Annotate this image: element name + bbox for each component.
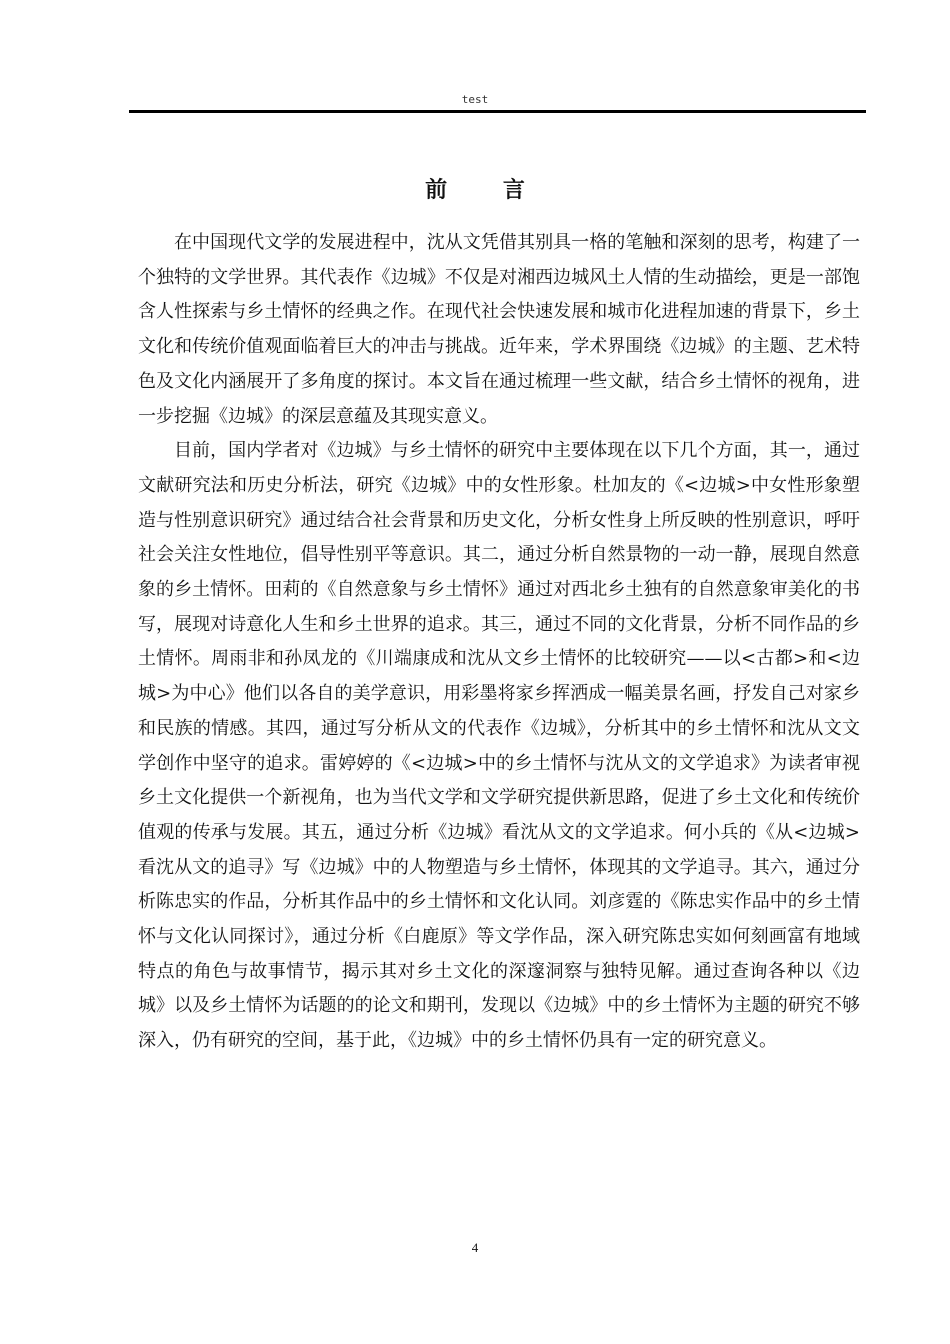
header-rule xyxy=(129,110,866,113)
page-number: 4 xyxy=(471,1240,479,1255)
paragraph-1: 在中国现代文学的发展进程中，沈从文凭借其别具一格的笔触和深刻的思考，构建了一个独特的文学世界。其代表作《边城》不仅是对湘西边城风土人情的生动描绘，更是一部饱含人性探索与乡土情怀的经典之作。在现代社会快速发展和城市化进程加速的背景下，乡土文化和传统价值观面临着巨大的冲击与挑战。近年来，学术界围绕《边城》的主题、艺术特色及文化内涵展开了多角度的探讨。本文旨在通过梳理一些文献，结合乡土情怀的视角，进一步挖掘《边城》的深层意蕴及其现实意义。 xyxy=(138,232,860,427)
running-header: test xyxy=(461,93,489,106)
paragraph-2: 目前，国内学者对《边城》与乡土情怀的研究中主要体现在以下几个方面，其一，通过文献研究法和历史分析法，研究《边城》中的女性形象。杜加友的《<边城>中女性形象塑造与性别意识研究》通过结合社会背景和历史文化，分析女性身上所反映的性别意识，呼吁社会关注女性地位，倡导性别平等意识。其二，通过分析自然景物的一动一静，展现自然意象的乡土情怀。田莉的《自然意象与乡土情怀》通过对西北乡土独有的自然意象审美化的书写，展现对诗意化人生和乡土世界的追求。其三，通过不同的文化背景，分析不同作品的乡土情怀。周雨非和孙凤龙的《川端康成和沈从文乡土情怀的比较研究——以<古都>和<边城>为中心》他们以各自的美学意识，用彩墨将家乡挥洒成一幅美景名画，抒发自己对家乡和民族的情感。其四，通过写分析从文的代表作《边城》，分析其中的乡土情怀和沈从文文学创作中坚守的追求。雷婷婷的《<边城>中的乡土情怀与沈从文的文学追求》为读者审视乡土文化提供一个新视角，也为当代文学和文学研究提供新思路，促进了乡土文化和传统价值观的传承与发展。其五，通过分析《边城》看沈从文的文学追求。何小兵的《从<边城>看沈从文的追寻》写《边城》中的人物塑造与乡土情怀，体现其的文学追寻。其六，通过分析陈忠实的作品，分析其作品中的乡土情怀和文化认同。刘彦霆的《陈忠实作品中的乡土情怀与文化认同探讨》，通过分析《白鹿原》等文学作品，深入研究陈忠实如何刻画富有地域特点的角色与故事情节，揭示其对乡土文化的深邃洞察与独特见解。通过查询各种以《边城》以及乡土情怀为话题的的论文和期刊，发现以《边城》中的乡土情怀为主题的研究不够深入，仍有研究的空间，基于此，《边城》中的乡土情怀仍具有一定的研究意义。 xyxy=(138,440,860,1052)
body-text xyxy=(138,226,860,1059)
section-title: 前 言 xyxy=(425,177,549,203)
